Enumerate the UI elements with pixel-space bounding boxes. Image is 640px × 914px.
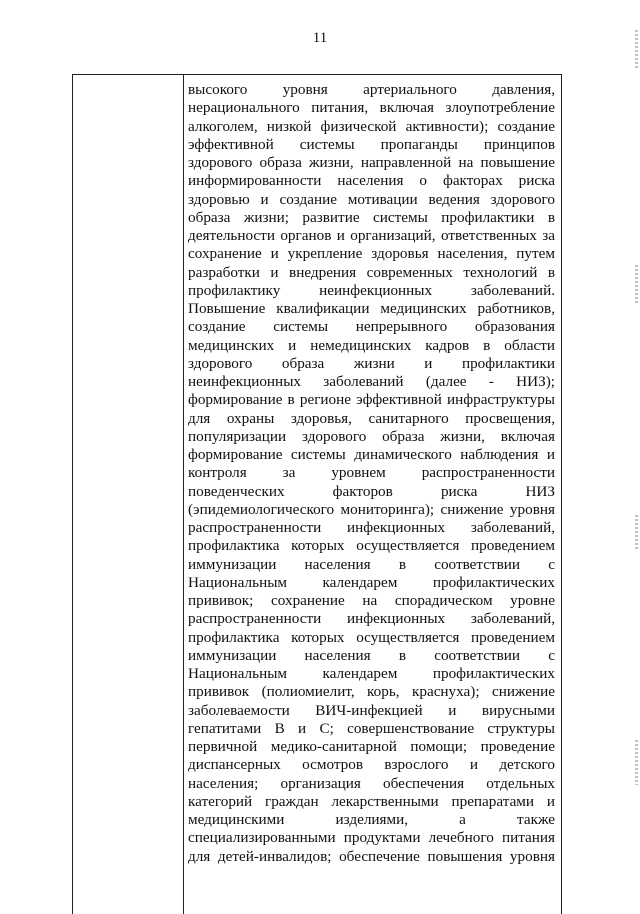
text-line: категорий граждан лекарственными препаратами и bbox=[188, 792, 555, 810]
text-line: деятельности органов и организаций, ответственных за bbox=[188, 227, 555, 244]
text-line: здорового образа жизни и профилактики bbox=[188, 354, 555, 372]
text-line: первичной медико-санитарной помощи; проведение bbox=[188, 738, 555, 755]
table-left-cell bbox=[73, 75, 184, 914]
page-number: 11 bbox=[312, 30, 328, 46]
text-line: Национальным календарем профилактических bbox=[188, 665, 555, 682]
text-line: распространенности инфекционных заболеваний, bbox=[188, 519, 555, 536]
text-line: сохранение и укрепление здоровья населения, путем bbox=[188, 245, 555, 263]
text-line: профилактику неинфекционных заболеваний. bbox=[188, 281, 555, 299]
text-line: медицинскими изделиями, а также bbox=[188, 811, 555, 828]
text-line: диспансерных осмотров взрослого и детского bbox=[188, 756, 555, 774]
text-line: для детей-инвалидов; обеспечение повышения уровня bbox=[188, 847, 555, 865]
scan-artifact bbox=[635, 30, 638, 70]
text-line: популяризации здорового образа жизни, включая bbox=[188, 427, 555, 445]
text-line: здоровью и создание мотивации ведения здорового bbox=[188, 190, 555, 208]
scan-artifact bbox=[635, 265, 638, 305]
text-line: Повышение квалификации медицинских работников, bbox=[188, 300, 555, 317]
text-line: высокого уровня артериального давления, bbox=[188, 81, 555, 98]
table-right-cell bbox=[184, 75, 561, 914]
document-table bbox=[72, 74, 562, 914]
text-line: населения; организация обеспечения отдельных bbox=[188, 774, 555, 792]
text-line: неинфекционных заболеваний (далее - НИЗ); bbox=[188, 373, 555, 390]
text-line: гепатитами В и С; совершенствование структуры bbox=[188, 719, 555, 737]
text-line: иммунизации населения в соответствии с bbox=[188, 646, 555, 664]
text-line: создание системы непрерывного образования bbox=[188, 318, 555, 336]
text-line: поведенческих факторов риска НИЗ bbox=[188, 482, 555, 500]
text-line: профилактика которых осуществляется проведением bbox=[188, 537, 555, 555]
text-line: контроля за уровнем распространенности bbox=[188, 464, 555, 482]
text-line: специализированными продуктами лечебного питания bbox=[188, 829, 555, 847]
text-line: разработки и внедрения современных технологий в bbox=[188, 263, 555, 281]
text-line: заболеваемости ВИЧ-инфекцией и вирусными bbox=[188, 701, 555, 719]
text-line: алкоголем, низкой физической активности); создание bbox=[188, 117, 555, 135]
text-line: эффективной системы пропаганды принципов bbox=[188, 135, 555, 153]
text-line: распространенности инфекционных заболеваний, bbox=[188, 610, 555, 628]
text-line: информированности населения о факторах риска bbox=[188, 172, 555, 190]
text-line: прививок (полиомиелит, корь, краснуха); снижение bbox=[188, 683, 555, 701]
text-line: здорового образа жизни, направленной на повышение bbox=[188, 154, 555, 171]
text-line: профилактика которых осуществляется проведением bbox=[188, 628, 555, 646]
text-line: формирование в регионе эффективной инфраструктуры bbox=[188, 391, 555, 409]
text-line: образа жизни; развитие системы профилактики в bbox=[188, 208, 555, 226]
text-line: иммунизации населения в соответствии с bbox=[188, 555, 555, 573]
text-line: для охраны здоровья, санитарного просвещения, bbox=[188, 409, 555, 427]
text-line: медицинских и немедицинских кадров в области bbox=[188, 336, 555, 354]
text-line: формирование системы динамического наблюдения и bbox=[188, 446, 555, 463]
scan-artifact bbox=[635, 740, 638, 785]
text-line: прививок; сохранение на спорадическом уровне bbox=[188, 592, 555, 609]
scan-artifact bbox=[635, 515, 638, 550]
text-line: (эпидемиологического мониторинга); снижение уровня bbox=[188, 500, 555, 518]
text-line: нерационального питания, включая злоупотребление bbox=[188, 99, 555, 117]
text-line: Национальным календарем профилактических bbox=[188, 573, 555, 591]
